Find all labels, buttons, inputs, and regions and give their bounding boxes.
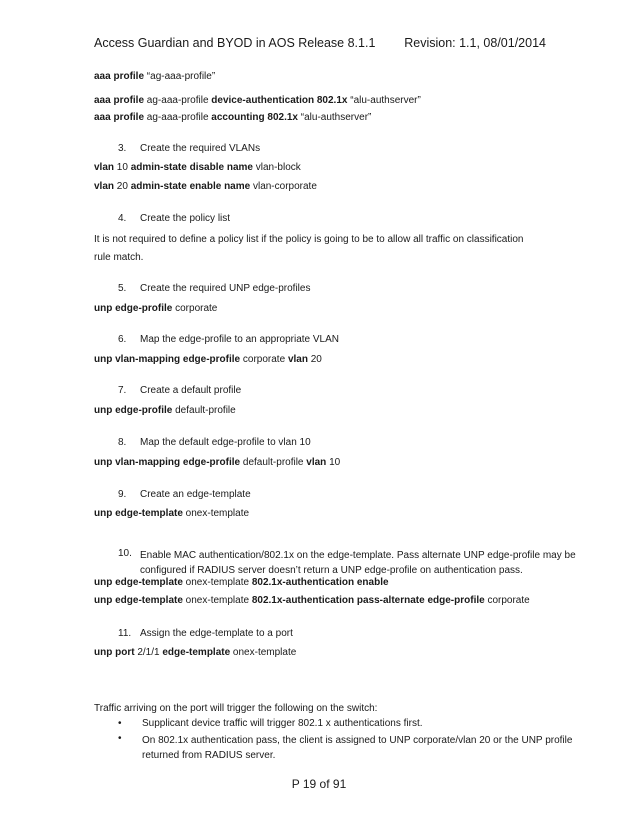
step-3: 3. Create the required VLANs	[118, 143, 261, 154]
step-4: 4. Create the policy list	[118, 213, 231, 224]
bullet-item: • On 802.1x authentication pass, the client is assigned to UNP corporate/vlan 20 or the UNP profile returned from RADIUS server.	[118, 733, 573, 761]
cli-line: unp edge-profile corporate	[94, 303, 218, 314]
step-5: 5. Create the required UNP edge-profiles	[118, 283, 311, 294]
cli-line: vlan 10 admin-state disable name vlan-block	[94, 162, 301, 173]
header-revision: Revision: 1.1, 08/01/2014	[404, 36, 546, 50]
cli-line: unp edge-template onex-template 802.1x-authentication pass-alternate edge-profile corporate	[94, 595, 530, 606]
bullet-item: • Supplicant device traffic will trigger 802.1 x authentications first.	[118, 718, 423, 729]
step-7: 7. Create a default profile	[118, 385, 242, 396]
cli-line: aaa profile ag-aaa-profile device-authentication 802.1x “alu-authserver”	[94, 95, 421, 106]
step-9: 9. Create an edge-template	[118, 489, 251, 500]
cli-line: vlan 20 admin-state enable name vlan-corporate	[94, 181, 317, 192]
bullet-icon: •	[118, 718, 122, 729]
cli-line: unp port 2/1/1 edge-template onex-template	[94, 647, 297, 658]
cli-line: unp vlan-mapping edge-profile corporate vlan 20	[94, 354, 322, 365]
cli-line: unp edge-profile default-profile	[94, 405, 236, 416]
bullet-icon: •	[118, 733, 122, 744]
step-6: 6. Map the edge-profile to an appropriate VLAN	[118, 334, 340, 345]
policy-note-line-2: rule match.	[94, 252, 144, 263]
cli-line: unp edge-template onex-template	[94, 508, 250, 519]
step-8: 8. Map the default edge-profile to vlan 10	[118, 437, 311, 448]
cli-line: aaa profile “ag-aaa-profile”	[94, 71, 216, 82]
header-title: Access Guardian and BYOD in AOS Release 8.1.1	[94, 36, 376, 50]
step-10: 10. Enable MAC authentication/802.1x on the edge-template. Pass alternate UNP edge-profile may be configured if RADIUS server doesn’t return a UNP edge-profile on authentication pass.	[118, 548, 576, 576]
page-number: P 19 of 91	[291, 777, 347, 791]
cli-line: unp edge-template onex-template 802.1x-authentication enable	[94, 577, 389, 588]
step-11: 11. Assign the edge-template to a port	[118, 628, 293, 639]
traffic-intro: Traffic arriving on the port will trigger the following on the switch:	[94, 703, 378, 714]
cli-line: aaa profile ag-aaa-profile accounting 802.1x “alu-authserver”	[94, 112, 372, 123]
cli-line: unp vlan-mapping edge-profile default-profile vlan 10	[94, 457, 341, 468]
policy-note-line-1: It is not required to define a policy list if the policy is going to be to allow all traffic on classification	[94, 234, 524, 245]
